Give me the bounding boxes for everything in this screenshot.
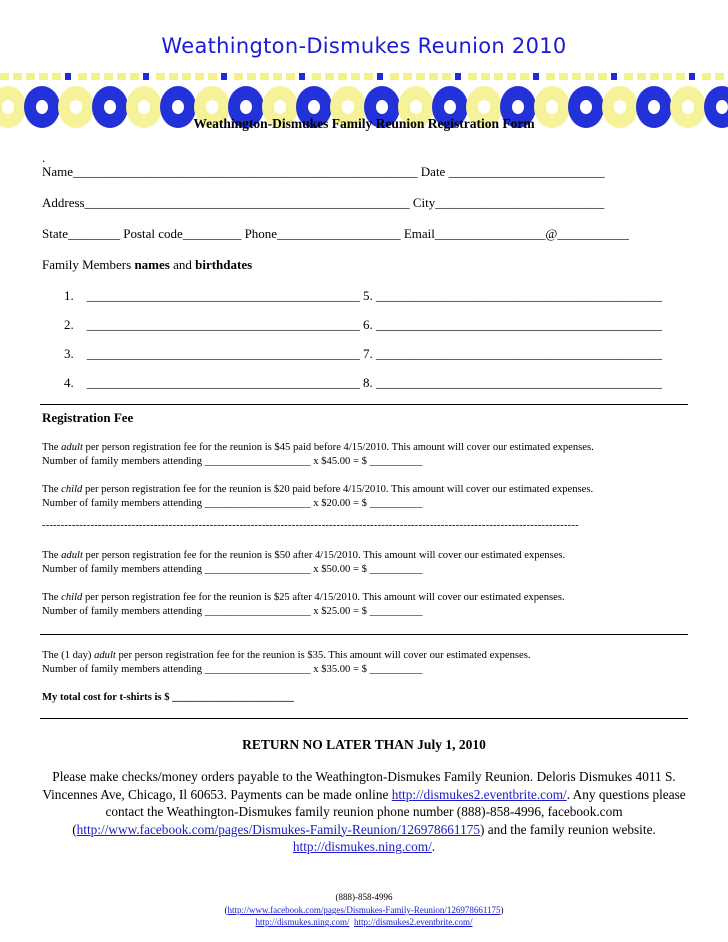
- member-number: 8.: [363, 375, 373, 390]
- banner-dash: [26, 73, 35, 80]
- banner-dash: [286, 73, 295, 80]
- member-blank[interactable]: __________________________________________: [86, 346, 360, 361]
- banner-dash: [221, 73, 227, 80]
- family-label-and: and: [169, 257, 196, 272]
- adult-before-count-field[interactable]: Number of family members attending ____________________ x $45.00 = $ __________: [42, 456, 423, 467]
- banner-dash: [455, 73, 461, 80]
- banner-circle-hole: [410, 100, 422, 114]
- banner-dash: [416, 73, 425, 80]
- text: The: [42, 550, 62, 561]
- text: . Any questions please contact the Weathington-Dismukes family reunion phone number (888)-858-4996, facebook.com (: [72, 786, 686, 837]
- banner-dash: [312, 73, 321, 80]
- dot: .: [42, 150, 46, 165]
- oneday-text: [42, 650, 530, 661]
- child-before-text: [42, 484, 593, 495]
- banner-dash: [338, 73, 347, 80]
- dashed-separator: ------------------------------------------------------------------------------------------------------------------------------------------------: [42, 520, 579, 531]
- banner-dash: [611, 73, 617, 80]
- text: per person registration fee for the reunion is $20 paid before 4/15/2010. This amount will cover our estimated expenses.: [82, 484, 594, 495]
- footer-ning-link[interactable]: http://dismukes.ning.com/: [255, 917, 350, 927]
- banner-circle-hole: [206, 100, 218, 114]
- banner-circle-hole: [104, 100, 116, 114]
- banner-dash: [676, 73, 685, 80]
- banner-dash: [546, 73, 555, 80]
- footer-facebook-link[interactable]: http://www.facebook.com/pages/Dismukes-Family-Reunion/126978661175: [227, 905, 501, 915]
- banner-dash: [468, 73, 477, 80]
- banner-circle-hole: [172, 100, 184, 114]
- member-blank[interactable]: __________________________________________: [86, 317, 360, 332]
- family-label-birthdates: birthdates: [195, 257, 253, 272]
- banner-dash: [650, 73, 659, 80]
- footer-facebook: [0, 905, 728, 915]
- member-blank[interactable]: ____________________________________________: [376, 317, 662, 332]
- name-date-field[interactable]: Name_____________________________________________________ Date ________________________: [42, 164, 605, 179]
- banner-dash: [572, 73, 581, 80]
- divider: [40, 634, 688, 635]
- banner-dash: [0, 73, 9, 80]
- divider: [40, 718, 688, 719]
- member-row[interactable]: [64, 317, 662, 333]
- banner-dash: [104, 73, 113, 80]
- banner-dash: [182, 73, 191, 80]
- banner-dash: [13, 73, 22, 80]
- banner-dash: [494, 73, 503, 80]
- banner-dash: [533, 73, 539, 80]
- address-city-field[interactable]: Address__________________________________________________ City__________________________: [42, 195, 605, 210]
- member-blank[interactable]: ____________________________________________: [376, 375, 662, 390]
- banner-dash: [52, 73, 61, 80]
- child-after-text: [42, 592, 565, 603]
- banner-dash: [559, 73, 568, 80]
- member-number: 2.: [64, 317, 74, 332]
- banner-dash: [663, 73, 672, 80]
- footer-links: [0, 917, 728, 927]
- banner-circle-hole: [546, 100, 558, 114]
- banner-dash: [299, 73, 305, 80]
- member-blank[interactable]: ____________________________________________: [376, 346, 662, 361]
- member-blank[interactable]: __________________________________________: [86, 375, 360, 390]
- banner-title: Weathington-Dismukes Reunion 2010: [161, 34, 567, 58]
- banner-dash: [156, 73, 165, 80]
- member-row[interactable]: [64, 375, 662, 391]
- banner-dash: [637, 73, 646, 80]
- banner-dash: [390, 73, 399, 80]
- banner-dash: [429, 73, 438, 80]
- text: The (1 day): [42, 650, 95, 661]
- banner-dash: [585, 73, 594, 80]
- banner-dash: [117, 73, 126, 80]
- state-postal-phone-email-field[interactable]: State________ Postal code_________ Phone___________________ Email_________________@___________: [42, 226, 629, 241]
- banner-dash: [130, 73, 139, 80]
- footer-eventbrite-link[interactable]: http://dismukes2.eventbrite.com/: [354, 917, 473, 927]
- family-members-label: [42, 257, 252, 273]
- member-number: 7.: [363, 346, 373, 361]
- member-blank[interactable]: __________________________________________: [86, 288, 360, 303]
- child-after-count-field[interactable]: Number of family members attending ____________________ x $25.00 = $ __________: [42, 606, 423, 617]
- banner-dash: [143, 73, 149, 80]
- member-number: 3.: [64, 346, 74, 361]
- banner-dash: [39, 73, 48, 80]
- text: per person registration fee for the reunion is $45 paid before 4/15/2010. This amount will cover our estimated expenses.: [82, 442, 594, 453]
- banner-dash: [234, 73, 243, 80]
- banner-dash: [481, 73, 490, 80]
- banner-circle-hole: [648, 100, 660, 114]
- banner-dash: [702, 73, 711, 80]
- banner-dash: [624, 73, 633, 80]
- text: (: [224, 905, 228, 915]
- adult-after-count-field[interactable]: Number of family members attending ____________________ x $50.00 = $ __________: [42, 564, 423, 575]
- eventbrite-link[interactable]: http://dismukes2.eventbrite.com/: [391, 786, 567, 802]
- member-number: 1.: [64, 288, 74, 303]
- text: Please make checks/money orders payable to the Weathington-Dismukes Family Reunion. Deloris Dismukes 4011 S. Vincennes Ave, Chicago, Il 60653. Payments can be made online: [42, 769, 676, 802]
- registration-fee-heading: Registration Fee: [42, 410, 134, 425]
- banner-dash: [689, 73, 695, 80]
- member-row[interactable]: [64, 288, 662, 304]
- text: The: [42, 592, 62, 603]
- banner-circle-hole: [36, 100, 48, 114]
- text: per person registration fee for the reunion is $35. This amount will cover our estimated expenses.: [115, 650, 531, 661]
- divider: [40, 404, 688, 405]
- text: .: [431, 839, 436, 854]
- banner-dash: [65, 73, 71, 80]
- banner-dash: [247, 73, 256, 80]
- banner-dash: [351, 73, 360, 80]
- banner-circle-hole: [274, 100, 286, 114]
- banner-dash: [208, 73, 217, 80]
- text: per person registration fee for the reunion is $25 after 4/15/2010. This amount will cover our estimated expenses.: [82, 592, 565, 603]
- banner-circle-hole: [444, 100, 456, 114]
- banner-dash: [403, 73, 412, 80]
- oneday-count-field[interactable]: Number of family members attending ____________________ x $35.00 = $ __________: [42, 664, 423, 675]
- text: The: [42, 484, 62, 495]
- banner-circle-hole: [376, 100, 388, 114]
- member-blank[interactable]: ____________________________________________: [376, 288, 662, 303]
- adult-before-text: [42, 442, 594, 453]
- banner-dash: [91, 73, 100, 80]
- banner-circle-hole: [478, 100, 490, 114]
- child-before-count-field[interactable]: Number of family members attending ____________________ x $20.00 = $ __________: [42, 498, 423, 509]
- text: ) and the family reunion website.: [480, 821, 656, 837]
- contact-paragraph: [40, 768, 688, 856]
- ning-link[interactable]: http://dismukes.ning.com/: [292, 839, 432, 854]
- banner-dash: [598, 73, 607, 80]
- text: The: [42, 442, 62, 453]
- banner-circle-hole: [308, 100, 320, 114]
- member-number: 6.: [363, 317, 373, 332]
- adult-word: adult: [61, 442, 83, 453]
- adult-word: adult: [94, 650, 116, 661]
- form-title: Weathington-Dismukes Family Reunion Registration Form: [193, 116, 535, 131]
- banner-circle-hole: [682, 100, 694, 114]
- banner-dash: [169, 73, 178, 80]
- banner-dash: [377, 73, 383, 80]
- member-row[interactable]: [64, 346, 662, 362]
- facebook-link[interactable]: http://www.facebook.com/pages/Dismukes-Family-Reunion/126978661175: [76, 821, 481, 837]
- banner-dash: [325, 73, 334, 80]
- banner-circle-hole: [512, 100, 524, 114]
- banner-dash-border: [0, 73, 728, 81]
- banner-dash: [520, 73, 529, 80]
- banner-dash: [273, 73, 282, 80]
- member-number: 4.: [64, 375, 74, 390]
- banner-dash: [195, 73, 204, 80]
- member-number: 5.: [363, 288, 373, 303]
- family-label-pre: Family Members: [42, 257, 135, 272]
- adult-after-text: [42, 550, 565, 561]
- adult-word: adult: [61, 550, 83, 561]
- banner-dash: [78, 73, 87, 80]
- banner-dash: [442, 73, 451, 80]
- banner-circle-hole: [614, 100, 626, 114]
- footer-phone: (888)-858-4996: [335, 892, 393, 902]
- banner-circle-hole: [716, 100, 728, 114]
- banner-circle-hole: [138, 100, 150, 114]
- text: per person registration fee for the reunion is $50 after 4/15/2010. This amount will cover our estimated expenses.: [82, 550, 566, 561]
- banner-circle-hole: [342, 100, 354, 114]
- banner-dash: [507, 73, 516, 80]
- tshirt-cost-field[interactable]: My total cost for t-shirts is $ _______________________: [42, 692, 294, 703]
- banner-dash: [715, 73, 724, 80]
- child-word: child: [61, 484, 83, 495]
- child-word: child: [61, 592, 83, 603]
- return-notice: RETURN NO LATER THAN July 1, 2010: [242, 737, 486, 752]
- banner-circle-hole: [580, 100, 592, 114]
- banner-dash: [260, 73, 269, 80]
- banner-circle-hole: [2, 100, 14, 114]
- family-label-names: names: [134, 257, 170, 272]
- banner-circle-hole: [70, 100, 82, 114]
- text: ): [500, 905, 504, 915]
- banner-dash: [364, 73, 373, 80]
- banner-circle-hole: [240, 100, 252, 114]
